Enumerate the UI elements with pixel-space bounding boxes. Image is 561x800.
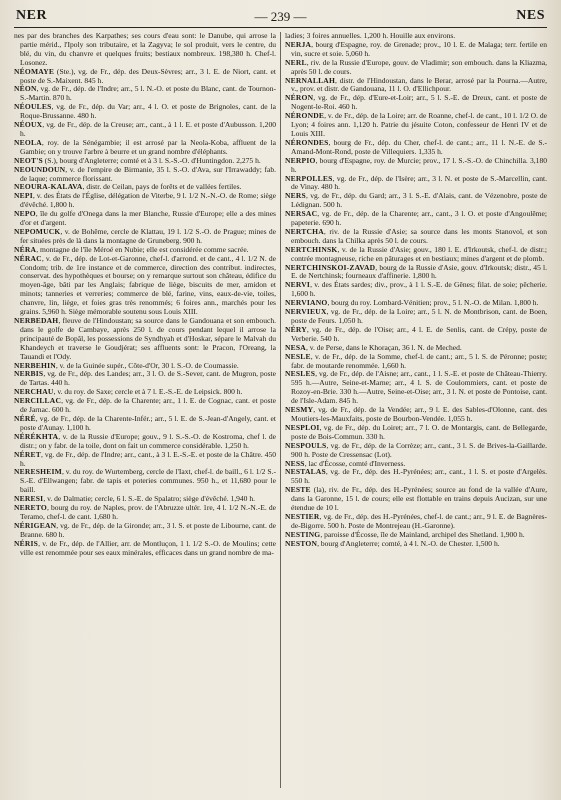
entry-headword: NÉRONDE [285,111,325,121]
entry-headword: NERPOLLES [285,173,333,183]
dictionary-entry [285,228,547,246]
entry-text: , vg. de Fr., dép. de la Charente; arr., cant., 3 l. O. et poste d'Angoulême; papeterie. 690 h. [291,209,547,228]
entry-text: , bourg de Fr., dép. du Cher, chef-l. de cant.; arr., 11 l. N.-E. de S.-Amand-Mont-Rond, poste de Villequiers. 1,335 h. [291,137,547,156]
entry-text: , paroisse d'Écosse, île de Mainland, archipel des Shetland. 1,900 h. [320,529,525,539]
entry-headword: NÉRA [14,244,37,254]
dictionary-entry [285,41,547,59]
entry-text: , v. de Perse, dans le Khoraçan, 36 l. N. de Meched. [305,342,462,352]
entry-text: nes par des branches des Karpathes; ses cours d'eau sont: le Danube, qui arrose la partie mérid., l'Ipoly son tributaire, et la Zagyva; le sol produit, vers le centre, du blé, du vin, du chanvre et quelques fruits; bestiaux nombreux. 198,380 h. Chef-l. Losonez. [14,32,276,67]
entry-text: , riv. de la Russie d'Europe, gouv. de Vladimir; son embouch. dans la Kliazma, après 50 l. de cours. [291,57,547,76]
entry-headword: NEPI [14,191,33,201]
dictionary-entry [285,210,547,228]
entry-text: , v. de la Guinée supér., Côte-d'Or, 30 l. S.-O. de Coumassie. [55,360,239,370]
entry-text: , bourg d'Espagne, roy. de Grenade; prov., 10 l. E. de Malaga; terr. fertile en vin, sucre et soie. 5,060 h. [291,39,547,58]
dictionary-entry [14,317,276,362]
dictionary-entry [285,486,547,513]
entry-headword: NÉRAC [14,253,42,263]
dictionary-entry [14,415,276,433]
entry-text: (Ste.), vg. de Fr., dép. des Deux-Sèvres; arr., 3 l. E. de Niort, cant. et poste de S.-Maixent. 845 h. [20,66,276,85]
entry-headword: NÉRÉKHTA [14,431,59,441]
entry-text: , île du golfe d'Onega dans la mer Blanche, Russie d'Europe; elle a des mines d'or et d'argent. [20,209,276,228]
entry-headword: NERTCHA [285,226,324,236]
dictionary-entry [285,192,547,210]
entry-text: , vg. de Fr., dép. de la Charente; arr., 1 l. E. de Cognac, cant. et poste de Jarnac. 600 h. [20,396,276,415]
entry-headword: NESTON [285,538,318,548]
entry-headword: NÉOUX [14,120,43,130]
entry-headword: NERBEHIN [14,360,56,370]
entry-headword: NEPOMUCK [14,226,61,236]
dictionary-entry [14,103,276,121]
entry-headword: NERESHEIM [14,467,62,477]
entry-headword: NERESI [14,494,44,504]
dictionary-entry [14,451,276,469]
dictionary-entry [14,468,276,495]
entry-headword: NÉRY [285,324,307,334]
entry-text: , v. des États de l'Église, délégation de Viterbe, 9 l. 1/2 N.-N.-O. de Rome; siège d'évêché. 1,800 h. [20,191,276,210]
dictionary-entry [14,255,276,317]
entry-text: , vg. de Fr., dép. des H.-Pyrénées, chef-l. de cant.; arr., 9 l. E. de Bagnères-de-Bigorre. 500 h. Poste de Montrejeau (H.-Garonne). [291,511,547,530]
entry-text: , v. des États sardes; div., prov., à 1 l. S.-E. de Gênes; filat. de soie; pêcherie. 1,600 h. [291,280,547,299]
entry-text: , vg. de Fr., dép. de la Vendée; arr., 9 l. E. des Sables-d'Olonne, cant. des Moutiers-les-Mauxfaits, poste de Bourbon-Vendée. 1,055 h. [291,405,547,423]
entry-headword: NESTING [285,529,321,539]
dictionary-entry [285,112,547,139]
dictionary-entry [14,68,276,86]
entry-headword: NESTE [285,485,311,495]
entry-text: , v. de Bohême, cercle de Klattau, 19 l. 1/2 S.-O. de Prague; mines de fer situées près de là dans la montagne de Gruneberg. 900 h. [20,226,276,245]
dictionary-entry [285,157,547,175]
entry-headword: NEOT'S [14,155,43,165]
entry-headword: NERS [285,191,306,201]
dictionary-entry [285,94,547,112]
dictionary-entry [285,353,547,371]
entry-text: , bourg d'Angleterre; comté, à 4 l. N.-O. de Chester. 1,500 h. [317,538,500,548]
entry-headword: NÉON [14,84,37,94]
entry-text: , roy. de la Sénégambie; il est arrosé par la Neola-Koba, affluent de la Gambie; on y trouve l'arbre à beurre et un grand nombre d'éléphants. [20,137,276,156]
entry-headword: NERTCHINSKOI-ZAVAD [285,262,376,272]
page-header [14,8,547,28]
entry-text: (la), riv. de Fr., dép. des H.-Pyrénées; source au fond de la vallée d'Aure, dans la Garonne, 15 l. de cours; elle est flottable en trains depuis Aucizan, sur une étendue de 10 l. [291,485,547,513]
entry-headword: NERJA [285,39,312,49]
entry-headword: NESLE [285,351,311,361]
right-column [285,32,547,792]
entry-text: , bourg de la Russie d'Asie, gouv. d'Irkoutsk; distr., 45 l. E. de Nertchinsk; fourneaux d'affinerie. 1,800 h. [291,262,547,281]
entry-headword: NESPOULS [285,440,327,450]
entry-text: , distr. de Ceilan, pays de forêts et de vallées fertiles. [82,182,242,192]
entry-headword: NESPLOI [285,422,320,432]
entry-headword: NESLES [285,369,316,379]
dictionary-entry [285,406,547,424]
entry-headword: NEOUNDOUN [14,164,66,174]
entry-headword: NERETO [14,503,47,513]
dictionary-entry [285,281,547,299]
dictionary-entry [285,326,547,344]
entry-text: , bourg du roy. de Naples, prov. de l'Abruzze ultér. 1re, 4 l. 1/2 N.-N.-E. de Teramo, chef-l. de cant. 1,680 h. [20,503,276,521]
dictionary-entry [14,210,276,228]
entry-headword: NÉRIS [14,538,39,548]
entry-text: , vg. de Fr., dép. de la Gironde; arr., 3 l. S. et poste de Libourne, cant. de Branne. 680 h. [20,520,276,539]
dictionary-entry [285,139,547,157]
entry-text: , v. de la Russie d'Asie; gouv., 180 l. E. d'Irkoutsk, chef-l. de distr.; contrée montagneuse, riche en pâturages et en bestiaux; mines d'argent et de plomb. [291,244,547,263]
header-rule [14,27,547,28]
entry-text: , vg. de Fr., dép. de l'Oise; arr., 4 l. E. de Senlis, cant. de Crépy, poste de Verberie. 540 h. [291,324,547,343]
entry-text: , vg. de Fr., dép. de l'Isère; arr., 3 l. N. et poste de S.-Marcellin, cant. de Vinay. 480 h. [291,173,547,192]
entry-text: ladies; 3 foires annuelles. 1,200 h. Houille aux environs. [285,32,456,40]
entry-text: , vg. de Fr., dép. de l'Aisne; arr., cant., 1 l. S.-E. et poste de Château-Thierry. 595 h.—Autre, Seine-et-Marne; arr., 4 l. S. de Coulommiers, cant. et poste de Rozoy-en-Brie. 330 h.—Autre, Seine-et-Oise; arr., 3 l. N. et poste de Pontoise, cant. de l'Isle-Adam. 845 h. [291,369,547,406]
dictionary-entry [285,264,547,282]
entry-text: , distr. de l'Hindoustan, dans le Berar, arrosé par la Pourna.—Autre, v., prov. et distr. de Gandouana, 11 l. O. d'Ellichpour. [291,75,547,94]
dictionary-entry [285,424,547,442]
entry-text: , vg. de Fr., dép. d'Eure-et-Loir; arr., 5 l. S.-E. de Dreux, cant. et poste de Nogent-le-Roi. 460 h. [291,93,547,112]
entry-text: , bourg d'Espagne, roy. de Murcie; prov., 17 l. S.-S.-O. de Chinchilla. 3,180 h. [291,155,547,174]
dictionary-entry [285,246,547,264]
entry-headword: NERVIANO [285,298,328,308]
entry-text: , v. de Fr., dép. de la Somme, chef-l. de cant.; arr., 5 l. S. de Péronne; poste; fabr. de moutarde renommée. 1,660 h. [291,351,547,370]
entry-text: , vg. de Fr., dép. de la Charente-Infér.; arr., 5 l. E. de S.-Jean-d'Angely, cant. et poste d'Aunay. 1,100 h. [20,413,276,432]
entry-text: , vg. de Fr., dép. de l'Indre; arr., cant., à 3 l. E.-S.-E. et poste de la Châtre. 450 h. [20,449,276,468]
entry-headword: NÉRONDES [285,137,329,147]
entry-text: , v. de Fr., dép. de l'Allier, arr. de Montluçon, 1 l. 1/2 S.-O. de Moulins; cette ville est renommée pour ses eaux minérales, efficaces dans un grand nombre de ma- [20,538,276,557]
entry-headword: NERCILLAC [14,396,62,406]
entry-headword: NÉRIGEAN [14,520,57,530]
column-divider [280,32,281,788]
dictionary-entry [14,397,276,415]
dictionary-entry [285,468,547,486]
dictionary-entry [285,540,547,549]
dictionary-entry [14,192,276,210]
page-number: — 239 — [254,9,307,24]
dictionary-entry [14,32,276,68]
dictionary-entry [14,166,276,184]
entry-text: , vg. de Fr., dép. des Landes; arr., 3 l. O. de S.-Sever, cant. de Mugron, poste de Tartas. 440 h. [20,369,276,388]
entry-text: , v. de la Russie d'Europe; gouv., 9 l. S.-S.-O. de Kostroma, chef l. de distr.; on y fabr. de la toile, dont on fait un commerce considérable. 1,250 h. [20,431,276,450]
entry-headword: NEOURA-KALAVA [14,182,83,192]
entry-headword: NERCHAU [14,387,54,397]
header-left-guide-word: NER [16,8,48,23]
entry-text: , vg. de Fr., dép. de la Loire; arr., 5 l. N. de Montbrison, cant. de Boen, poste de Feurs. 1,050 h. [291,307,547,325]
entry-headword: NEPO [14,209,36,219]
header-right-guide-word: NES [516,8,545,23]
entry-headword: NERSAC [285,209,318,219]
entry-headword: NÉRÉ [14,413,36,423]
dictionary-entry [14,540,276,558]
entry-headword: NERBEDAH [14,316,59,325]
entry-text: , v. de Fr., dép. de la Loire; arr. de Roanne, chef-l. de cant., 10 l. 1/2 O. de Lyon; 4 foires ann. 1,120 h. Patrie du jésuite Coton, confesseur de Henri IV et de Louis XIII. [291,111,547,138]
dictionary-entry [285,308,547,326]
entry-text: , riv. de la Russie d'Asie; sa source dans les monts Stanovoï, et son embouch. dans la Chilka après 50 l. de cours. [291,226,547,245]
dictionary-entry [14,121,276,139]
entry-headword: NESTIER [285,511,320,521]
entry-headword: NESA [285,342,306,352]
entry-text: (S.), bourg d'Angleterre; comté et à 3 l. S.-S.-O. d'Huntingdon. 2,275 h. [42,155,261,165]
entry-headword: NERTCHINSK [285,244,338,254]
dictionary-entry [285,175,547,193]
dictionary-entry [285,59,547,77]
dictionary-entry [14,433,276,451]
entry-text: , v. du roy. de Wurtemberg, cercle de l'Iaxt, chef-l. de baill., 6 l. 1/2 S.-S.-E. d'Ellwangen; fabr. de tapis et poteries communes. 950 h., et 11,680 pour le baill. [20,467,276,495]
entry-text: , fleuve de l'Hindoustan; sa source dans le Gandouana et son embouch. dans le golfe de Cambaye, après 250 l. de cours pendant lequel il arrose la principauté de Bopâl, les possessions de Syndhyah et d'Hoskar, sépare le Malvah du Khandeych et traverse le Goudjérat; ses affluents sont: le Pracon, l'Oreang, la Tauandi et l'Ody. [20,316,276,361]
entry-headword: NERVIEUX [285,307,327,317]
dictionary-entry [14,504,276,522]
entry-text: , v. de Fr., dép. de Lot-et-Garonne, chef-l. d'arrond. et de cant., 4 l. 1/2 N. de Condom; trib. de 1re instance et de commerce, direction des contribut. indirectes, conservat. des hypothèques et bourse; on y remarque surtout son château, édifice du moyen-âge, bâti par les Anglais; fabrique de liège, biscuits de mer, amidon et minots; tanneries et verreries; commerce de blé, farine, vins, eaux-de-vie, toiles, chanvre, lin, liège, et foies gras très renommés; 6 foires ann., marchés pour les grains. 5,960 h. Siège mémorable soutenu sous Louis XIII. [20,253,276,317]
entry-text: , v. de l'empire de Birmanie, 35 l. S.-O. d'Ava, sur l'Irrawaddy; fab. de laque; commerce florissant. [20,164,276,183]
entry-headword: NÉOULES [14,102,52,112]
entry-headword: NESMY [285,405,314,415]
entry-headword: NERPIO [285,155,316,165]
entry-text: , bourg du roy. Lombard-Vénitien; prov., 5 l. N.-O. de Milan. 1,800 h. [327,298,539,308]
entry-headword: NESTALAS [285,467,326,477]
dictionary-entry [285,513,547,531]
entry-headword: NERVI [285,280,311,290]
entry-text: , vg. de Fr., dép. de la Corrèze; arr., cant., 3 l. S. de Brives-la-Gaillarde. 900 h. Poste de Cressensac (Lot). [291,440,547,459]
entry-text: , vg. de Fr., dép. des H.-Pyrénées; arr., cant., 1 l. S. et poste d'Argelès. 550 h. [291,467,547,486]
entry-headword: NEOLA [14,137,42,147]
dictionary-entry [14,85,276,103]
entry-text: , vg. de Fr., dép. du Loiret; arr., 7 l. O. de Montargis, cant. de Bellegarde, poste de Bois-Commun. 330 h. [291,422,547,441]
entry-text: , vg. de Fr., dép. du Gard; arr., 3 l. S.-E. d'Alais, cant. de Vézenobre, poste de Lédignan. 500 h. [291,191,547,210]
entry-headword: NESS [285,458,305,468]
entry-headword: NÉOMAYE [14,66,55,76]
entry-headword: NERBIS [14,369,44,379]
dictionary-entry [14,522,276,540]
entry-headword: NÉRET [14,449,42,459]
dictionary-entry [14,370,276,388]
entry-headword: NERNALLAH [285,75,336,85]
entry-text: , lac d'Écosse, comté d'Inverness. [304,458,406,468]
left-column [14,32,276,792]
entry-text: , v. du roy. de Saxe; cercle et à 7 l. E.-S.-E. de Leipsick. 800 h. [53,387,243,397]
dictionary-entry [14,228,276,246]
entry-text: , vg. de Fr., dép. du Var; arr., 4 l. O. et poste de Brignoles, cant. de la Roque-Brussanne. 480 h. [20,102,276,121]
dictionary-entry [285,77,547,95]
entry-text: , v. de Dalmatie; cercle, 6 l. S.-E. de Spalatro; siège d'évêché. 1,940 h. [43,494,256,504]
entry-headword: NÉRON [285,93,314,103]
dictionary-entry [14,139,276,157]
entry-text: , vg. de Fr., dép. de l'Indre; arr., 5 l. N.-O. et poste du Blanc, cant. de Tournon-S.-Martin. 870 h. [20,84,276,103]
entry-text: , montagne de l'île Méroé en Nubie; elle est considérée comme sacrée. [36,244,249,254]
entry-text: , vg. de Fr., dép. de la Creuse; arr., cant., à 1 l. E. et poste d'Aubusson. 1,200 h. [20,120,276,138]
entry-headword: NERL [285,57,307,67]
dictionary-entry [285,442,547,460]
dictionary-entry [285,370,547,406]
